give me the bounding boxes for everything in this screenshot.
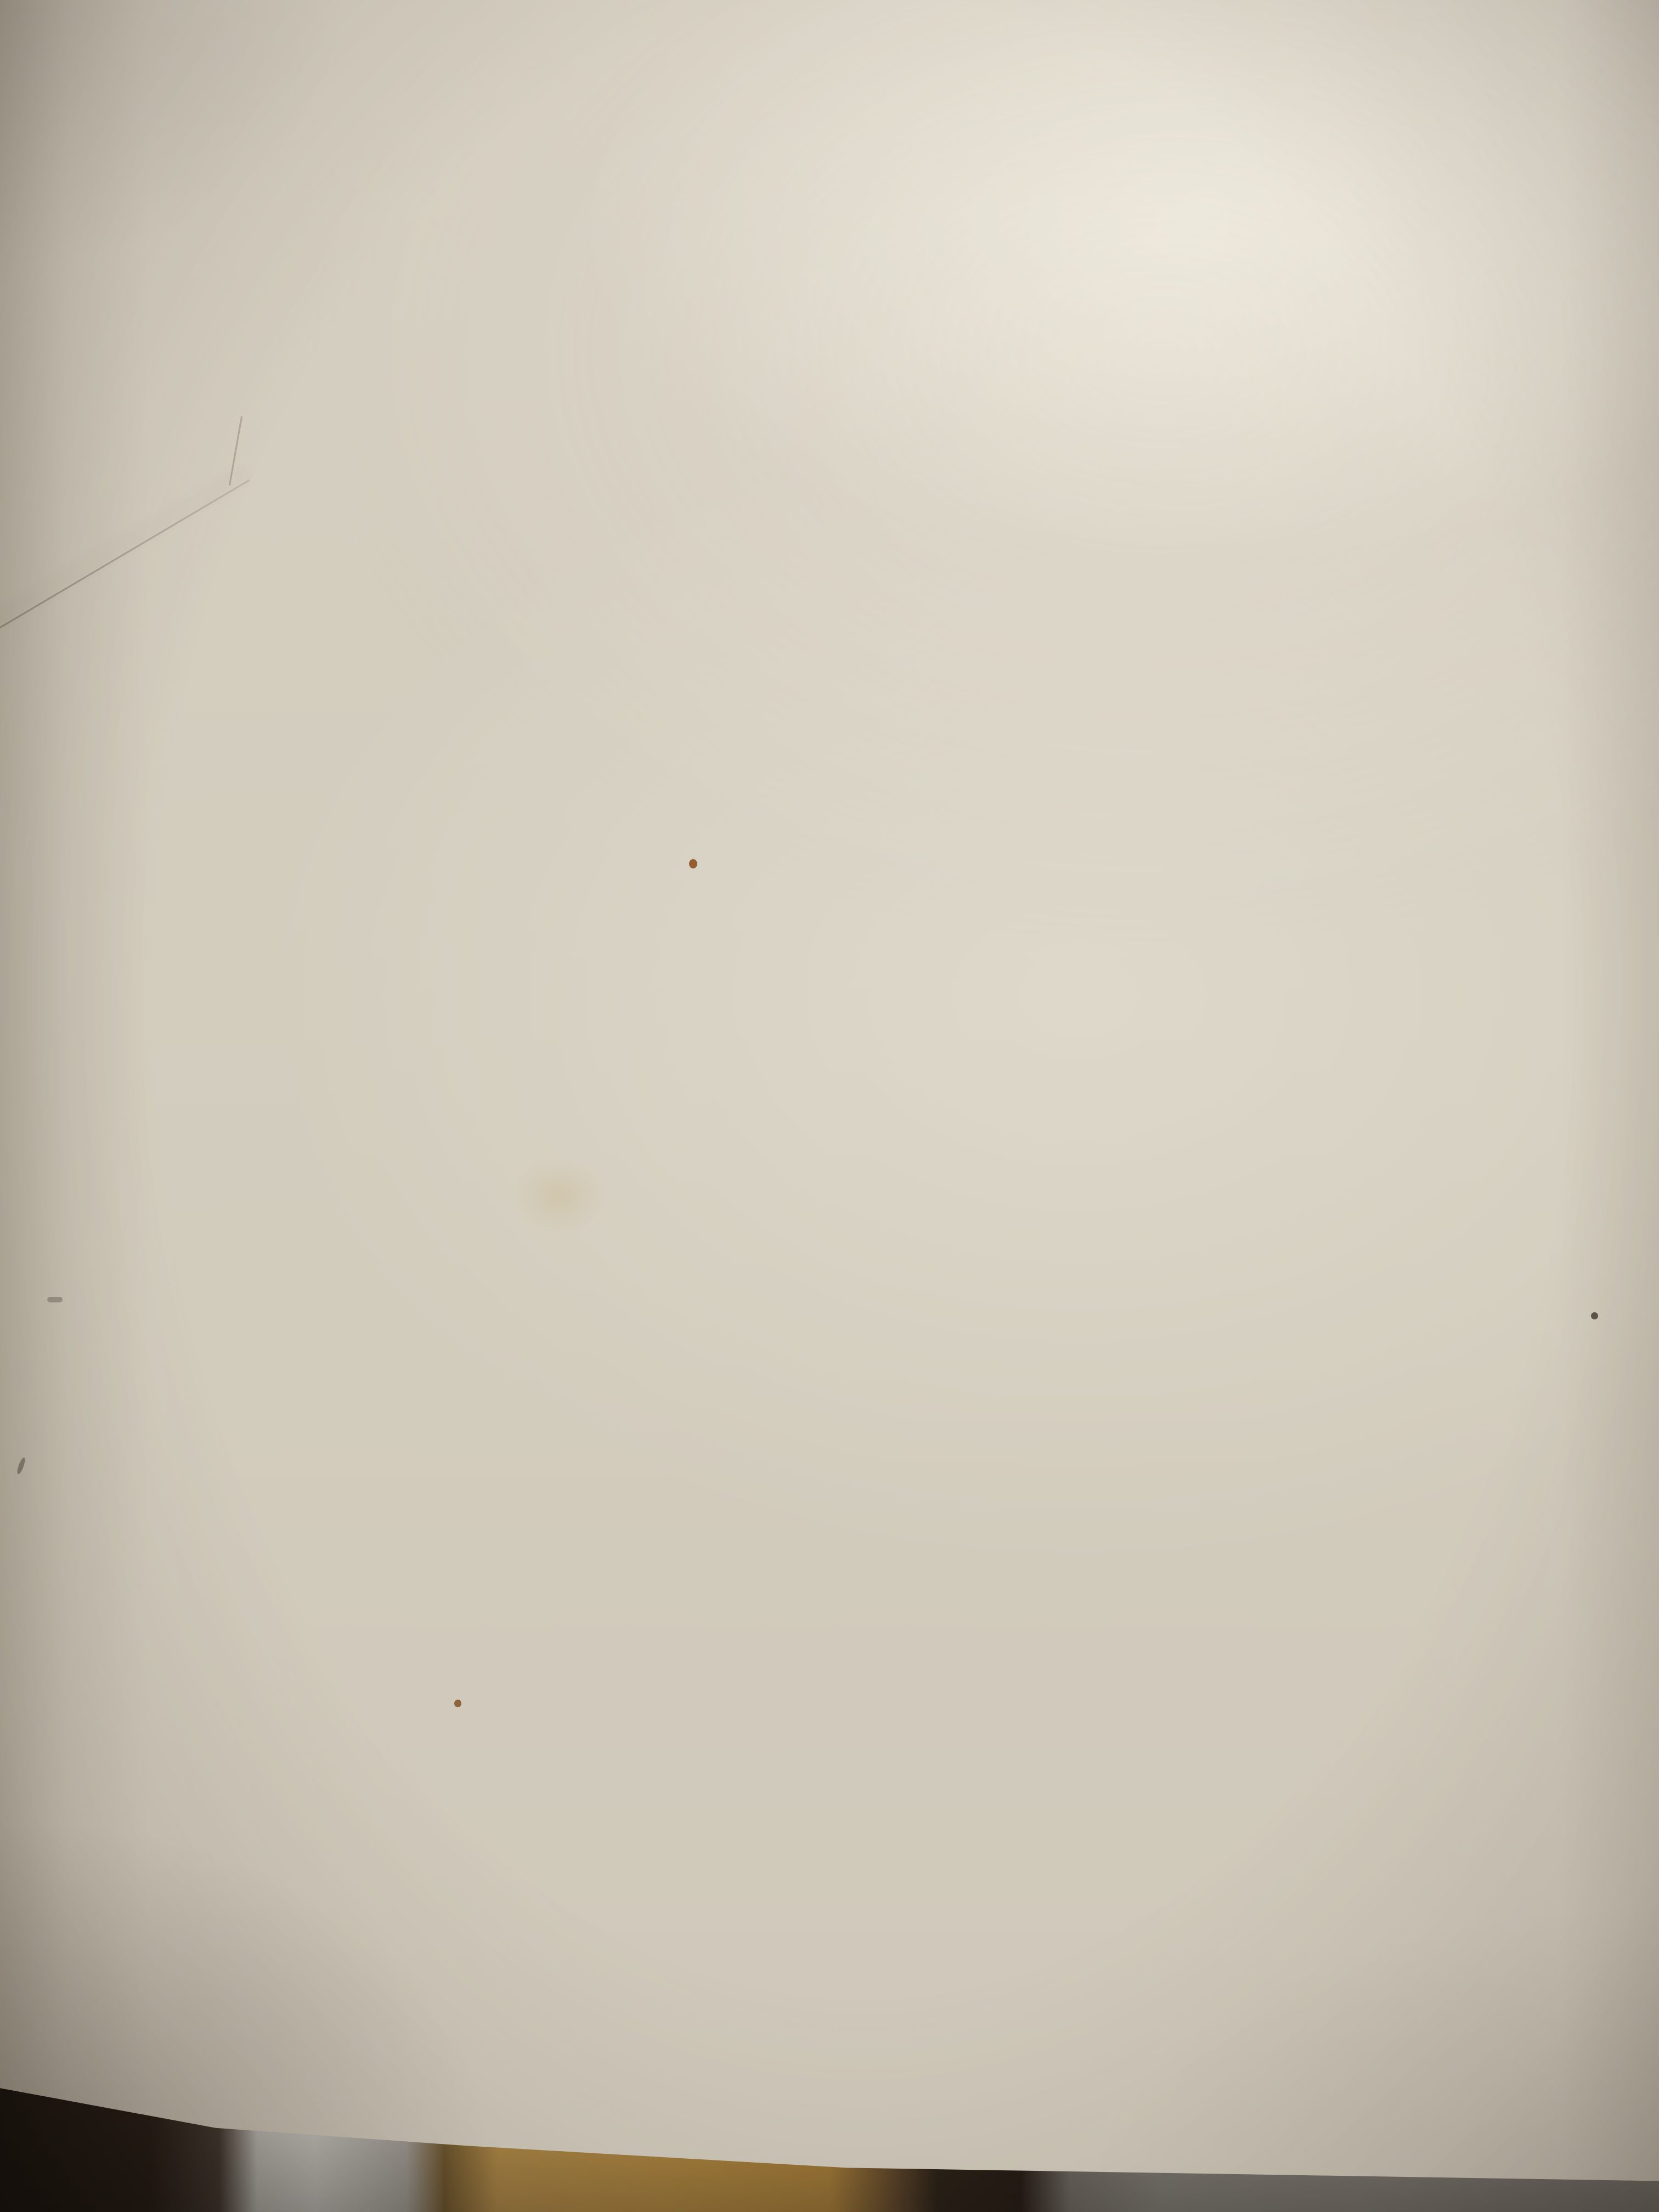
rust-speck (454, 1700, 461, 1707)
block-quote (138, 0, 1595, 24)
smudge-mark (47, 1297, 63, 1302)
overlapping-sheet-corner (229, 416, 242, 486)
rust-speck (689, 859, 697, 868)
edge-fleck (16, 1457, 26, 1475)
show-through-text (192, 1807, 828, 1820)
overlapping-sheet-edge (0, 479, 250, 630)
body-paragraphs (1, 0, 1659, 26)
section-heading (33, 0, 1593, 21)
paper-stain (513, 1158, 606, 1234)
page-text (0, 0, 1659, 26)
ink-speck (1591, 1312, 1598, 1319)
